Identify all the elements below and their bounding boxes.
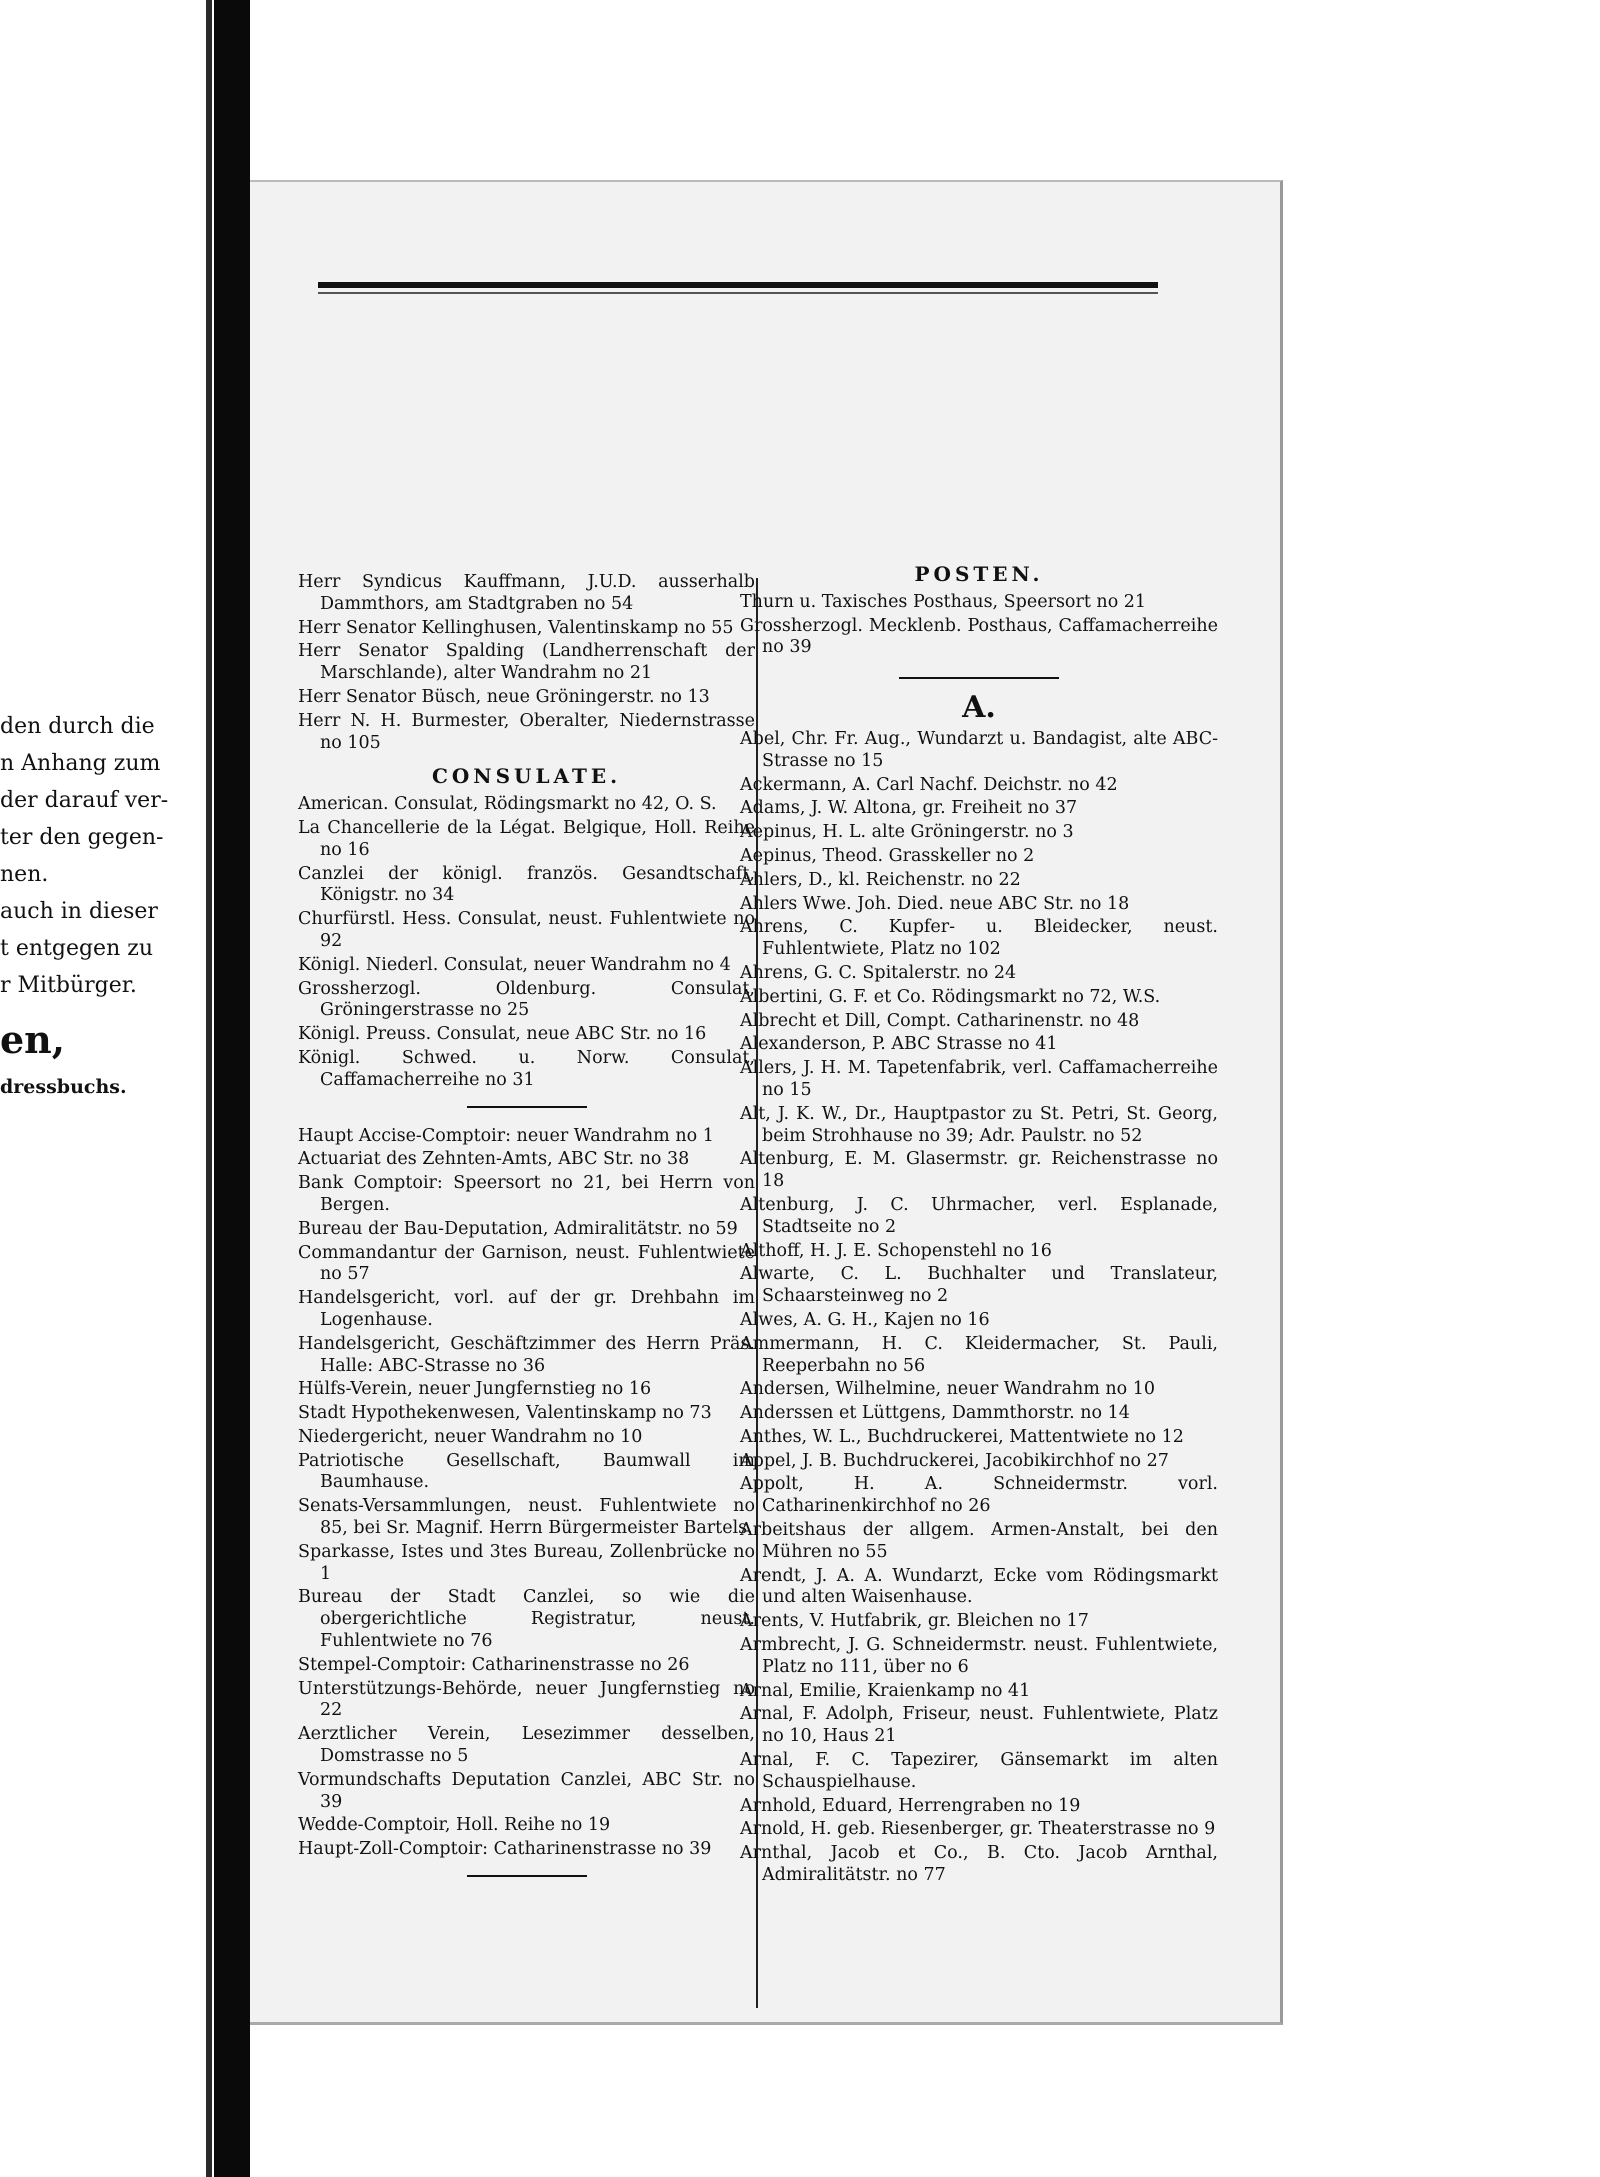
consulate-entry: Königl. Niederl. Consulat, neuer Wandrahm no 4 bbox=[298, 954, 731, 975]
directory-entries bbox=[740, 729, 1218, 1887]
section-separator bbox=[899, 677, 1059, 679]
office-entry: Wedde-Comptoir, Holl. Reihe no 19 bbox=[298, 1815, 611, 1836]
directory-entry: Abel, Chr. Fr. Aug., Wundarzt u. Bandagist, alte ABC-Strasse no 15 bbox=[740, 728, 1218, 771]
directory-entry: Ahrens, G. C. Spitalerstr. no 24 bbox=[740, 962, 1017, 983]
letter-heading: A. bbox=[962, 690, 996, 726]
office-entry: Hülfs-Verein, neuer Jungfernstieg no 16 bbox=[298, 1379, 652, 1400]
directory-entry: Arnhold, Eduard, Herrengraben no 19 bbox=[740, 1795, 1081, 1816]
directory-entry: Adams, J. W. Altona, gr. Freiheit no 37 bbox=[740, 798, 1078, 819]
consulate-entry: Königl. Schwed. u. Norw. Consulat, Caffamacherreihe no 31 bbox=[298, 1047, 755, 1090]
fragment-line: den durch die bbox=[0, 714, 155, 739]
directory-entry: Andersen, Wilhelmine, neuer Wandrahm no 10 bbox=[740, 1379, 1156, 1400]
fragment-heading: en, bbox=[0, 1017, 66, 1062]
office-entry: Aerztlicher Verein, Lesezimmer desselben, Domstrasse no 5 bbox=[298, 1724, 755, 1767]
fragment-line: nen. bbox=[0, 862, 49, 887]
offices-list bbox=[298, 1126, 755, 1862]
directory-entry: Aepinus, H. L. alte Gröningerstr. no 3 bbox=[740, 822, 1074, 843]
directory-entry: Ammermann, H. C. Kleidermacher, St. Pauli, Reeperbahn no 56 bbox=[740, 1333, 1218, 1376]
directory-entry: Arents, V. Hutfabrik, gr. Bleichen no 17 bbox=[740, 1611, 1089, 1632]
end-separator bbox=[467, 1875, 587, 1877]
consulate-entry: Grossherzogl. Oldenburg. Consulat, Gröningerstrasse no 25 bbox=[298, 978, 755, 1021]
office-entry: Patriotische Gesellschaft, Baumwall im Baumhause. bbox=[298, 1450, 755, 1493]
posten-entry: Grossherzogl. Mecklenb. Posthaus, Caffamacherreihe no 39 bbox=[740, 615, 1218, 658]
official-entry: Herr N. H. Burmester, Oberalter, Niedernstrasse no 105 bbox=[298, 710, 755, 753]
fragment-subheading: dressbuchs. bbox=[0, 1076, 127, 1098]
office-entry: Unterstützungs-Behörde, neuer Jungfernstieg no 22 bbox=[298, 1678, 755, 1721]
directory-entry: Anthes, W. L., Buchdruckerei, Mattentwiete no 12 bbox=[740, 1426, 1184, 1447]
consulate-entry: Churfürstl. Hess. Consulat, neust. Fuhlentwiete no 92 bbox=[298, 909, 755, 951]
book-spine bbox=[214, 0, 250, 2177]
posten-list bbox=[740, 592, 1218, 659]
official-entry: Herr Senator Spalding (Landherrenschaft der Marschlande), alter Wandrahm no 21 bbox=[298, 641, 755, 684]
office-entry: Sparkasse, Istes und 3tes Bureau, Zollenbrücke no 1 bbox=[298, 1541, 755, 1584]
top-rule bbox=[318, 282, 1158, 288]
directory-entry: Albertini, G. F. et Co. Rödingsmarkt no 72, W.S. bbox=[740, 986, 1161, 1007]
office-entry: Handelsgericht, vorl. auf der gr. Drehbahn im Logenhause. bbox=[298, 1288, 755, 1330]
official-entry: Herr Syndicus Kauffmann, J.U.D. ausserhalb Dammthors, am Stadtgraben no 54 bbox=[298, 572, 755, 614]
consulate-heading: CONSULATE. bbox=[431, 764, 622, 789]
fragment-line: t entgegen zu bbox=[0, 936, 153, 961]
office-entry: Bank Comptoir: Speersort no 21, bei Herrn von Bergen. bbox=[298, 1173, 755, 1215]
posten-heading: POSTEN. bbox=[914, 562, 1044, 586]
directory-entry: Ahrens, C. Kupfer- u. Bleidecker, neust. Fuhlentwiete, Platz no 102 bbox=[740, 917, 1218, 960]
consulate-entry: Königl. Preuss. Consulat, neue ABC Str. no 16 bbox=[298, 1024, 707, 1045]
directory-entry: Appolt, H. A. Schneidermstr. vorl. Catharinenkirchhof no 26 bbox=[740, 1474, 1218, 1517]
fragment-line: auch in dieser bbox=[0, 899, 158, 924]
directory-entry: Arnthal, Jacob et Co., B. Cto. Jacob Arnthal, Admiralitätstr. no 77 bbox=[740, 1843, 1218, 1886]
directory-entry: Alexanderson, P. ABC Strasse no 41 bbox=[740, 1034, 1058, 1055]
consulate-entry: Canzlei der königl. französ. Gesandtschaft, Königstr. no 34 bbox=[298, 863, 755, 906]
consulate-entry: La Chancellerie de la Légat. Belgique, Holl. Reihe no 16 bbox=[298, 817, 755, 860]
consulate-entry: American. Consulat, Rödingsmarkt no 42, O. S. bbox=[298, 794, 717, 815]
section-separator bbox=[467, 1106, 587, 1108]
office-entry: Handelsgericht, Geschäftzimmer des Herrn Präs. Halle: ABC-Strasse no 36 bbox=[298, 1333, 755, 1376]
office-entry: Stempel-Comptoir: Catharinenstrasse no 26 bbox=[298, 1654, 690, 1675]
officials-list bbox=[298, 572, 755, 754]
directory-entry: Althoff, H. J. E. Schopenstehl no 16 bbox=[740, 1240, 1052, 1261]
top-rule-thin bbox=[318, 292, 1158, 294]
directory-entry: Arnold, H. geb. Riesenberger, gr. Theaterstrasse no 9 bbox=[740, 1819, 1216, 1840]
directory-entry: Altenburg, J. C. Uhrmacher, verl. Esplanade, Stadtseite no 2 bbox=[740, 1194, 1218, 1237]
directory-entry: Armbrecht, J. G. Schneidermstr. neust. Fuhlentwiete, Platz no 111, über no 6 bbox=[740, 1635, 1218, 1677]
office-entry: Senats-Versammlungen, neust. Fuhlentwiete no 85, bei Sr. Magnif. Herrn Bürgermeister Bartels. bbox=[298, 1496, 755, 1539]
directory-entry: Alwarte, C. L. Buchhalter und Translateur, Schaarsteinweg no 2 bbox=[740, 1264, 1218, 1307]
directory-entry: Ackermann, A. Carl Nachf. Deichstr. no 42 bbox=[740, 774, 1118, 795]
directory-entry: Appel, J. B. Buchdruckerei, Jacobikirchhof no 27 bbox=[740, 1450, 1169, 1471]
fragment-line: r Mitbürger. bbox=[0, 973, 137, 998]
official-entry: Herr Senator Büsch, neue Gröningerstr. no 13 bbox=[298, 686, 710, 707]
directory-entry: Arendt, J. A. A. Wundarzt, Ecke vom Rödingsmarkt und alten Waisenhause. bbox=[740, 1565, 1218, 1608]
office-entry: Bureau der Stadt Canzlei, so wie die obergerichtliche Registratur, neust. Fuhlentwiete no 76 bbox=[298, 1587, 755, 1652]
fragment-line: ter den gegen- bbox=[0, 825, 164, 850]
directory-entry: Ahlers, D., kl. Reichenstr. no 22 bbox=[740, 869, 1021, 890]
office-entry: Niedergericht, neuer Wandrahm no 10 bbox=[298, 1426, 643, 1447]
directory-entry: Ahlers Wwe. Joh. Died. neue ABC Str. no 18 bbox=[740, 893, 1130, 914]
directory-entry: Aepinus, Theod. Grasskeller no 2 bbox=[740, 845, 1035, 866]
directory-entry: Altenburg, E. M. Glasermstr. gr. Reichenstrasse no 18 bbox=[740, 1149, 1218, 1192]
directory-entry: Arnal, Emilie, Kraienkamp no 41 bbox=[740, 1680, 1031, 1701]
fragment-line: der darauf ver- bbox=[0, 788, 169, 813]
right-column bbox=[740, 552, 1218, 1887]
directory-entry: Alt, J. K. W., Dr., Hauptpastor zu St. Petri, St. Georg, beim Strohhause no 39; Adr. Paulstr. no 52 bbox=[740, 1103, 1218, 1146]
directory-entry: Arbeitshaus der allgem. Armen-Anstalt, bei den Mühren no 55 bbox=[740, 1520, 1218, 1562]
office-entry: Bureau der Bau-Deputation, Admiralitätstr. no 59 bbox=[298, 1218, 738, 1239]
directory-entry: Arnal, F. Adolph, Friseur, neust. Fuhlentwiete, Platz no 10, Haus 21 bbox=[740, 1704, 1218, 1747]
facing-page-fragment bbox=[0, 708, 170, 1104]
directory-entry: Alwes, A. G. H., Kajen no 16 bbox=[740, 1309, 990, 1330]
consulates-list bbox=[298, 794, 755, 1091]
directory-entry: Albrecht et Dill, Compt. Catharinenstr. no 48 bbox=[740, 1010, 1140, 1031]
office-entry: Haupt-Zoll-Comptoir: Catharinenstrasse no 39 bbox=[298, 1839, 712, 1860]
office-entry: Actuariat des Zehnten-Amts, ABC Str. no 38 bbox=[298, 1149, 690, 1170]
office-entry: Stadt Hypothekenwesen, Valentinskamp no 73 bbox=[298, 1403, 712, 1424]
fragment-line: n Anhang zum bbox=[0, 751, 161, 776]
directory-entry: Arnal, F. C. Tapezirer, Gänsemarkt im alten Schauspielhause. bbox=[740, 1750, 1218, 1792]
left-column bbox=[298, 572, 755, 1895]
office-entry: Haupt Accise-Comptoir: neuer Wandrahm no 1 bbox=[298, 1125, 714, 1146]
official-entry: Herr Senator Kellinghusen, Valentinskamp no 55 bbox=[298, 617, 734, 638]
page-edge bbox=[206, 0, 212, 2177]
directory-entry: Anderssen et Lüttgens, Dammthorstr. no 14 bbox=[740, 1403, 1130, 1424]
posten-entry: Thurn u. Taxisches Posthaus, Speersort no 21 bbox=[740, 591, 1147, 612]
office-entry: Vormundschafts Deputation Canzlei, ABC Str. no 39 bbox=[298, 1769, 755, 1812]
office-entry: Commandantur der Garnison, neust. Fuhlentwiete no 57 bbox=[298, 1242, 755, 1285]
directory-entry: Allers, J. H. M. Tapetenfabrik, verl. Caffamacherreihe no 15 bbox=[740, 1058, 1218, 1100]
